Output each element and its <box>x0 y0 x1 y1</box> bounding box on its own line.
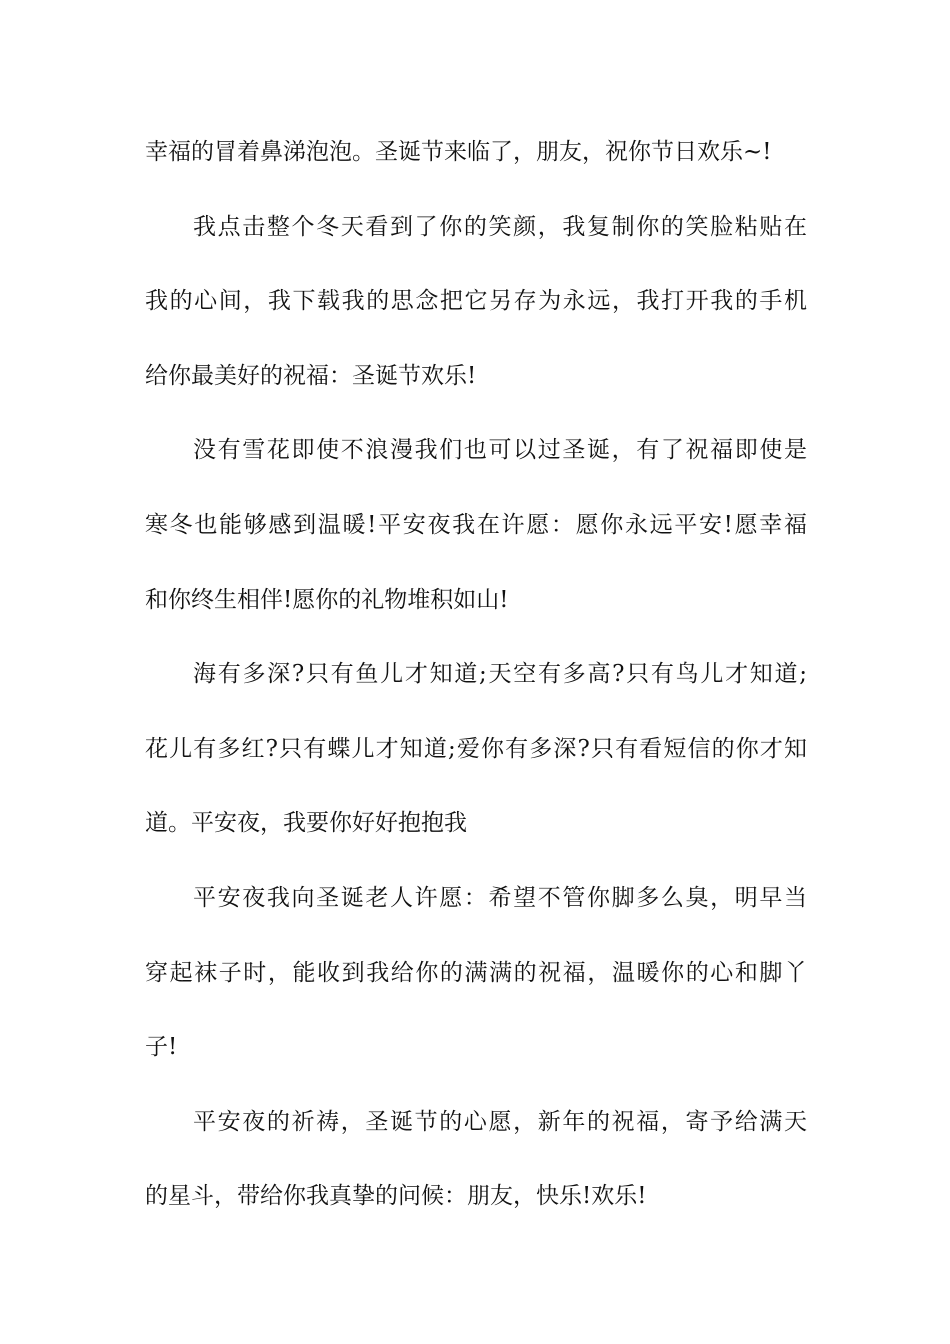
document-body <box>145 122 807 1241</box>
text-line-11: 平安夜我向圣诞老人许愿：希望不管你脚多么臭，明早当 <box>193 884 807 911</box>
text-line-3: 我的心间，我下载我的思念把它另存为永远，我打开我的手机 <box>145 288 807 315</box>
text-line-14: 平安夜的祈祷，圣诞节的心愿，新年的祝福，寄予给满天 <box>193 1108 807 1135</box>
text-line-6: 寒冬也能够感到温暖!平安夜我在许愿：愿你永远平安!愿幸福 <box>145 511 807 538</box>
text-line-12: 穿起袜子时，能收到我给你的满满的祝福，温暖你的心和脚丫 <box>145 959 807 986</box>
text-line-15: 的星斗，带给你我真挚的问候：朋友，快乐!欢乐! <box>145 1183 647 1210</box>
text-line-7: 和你终生相伴!愿你的礼物堆积如山! <box>145 586 509 613</box>
text-line-13: 子! <box>145 1034 178 1061</box>
text-line-2: 我点击整个冬天看到了你的笑颜，我复制你的笑脸粘贴在 <box>193 213 807 240</box>
text-line-10: 道。平安夜，我要你好好抱抱我 <box>145 810 467 837</box>
text-line-5: 没有雪花即使不浪漫我们也可以过圣诞，有了祝福即使是 <box>193 437 807 464</box>
text-line-8: 海有多深?只有鱼儿才知道;天空有多高?只有鸟儿才知道; <box>193 661 807 688</box>
text-line-9: 花儿有多红?只有蝶儿才知道;爱你有多深?只有看短信的你才知 <box>145 735 807 762</box>
text-line-4: 给你最美好的祝福：圣诞节欢乐! <box>145 362 477 389</box>
text-line-1: 幸福的冒着鼻涕泡泡。圣诞节来临了，朋友，祝你节日欢乐~! <box>145 139 772 165</box>
